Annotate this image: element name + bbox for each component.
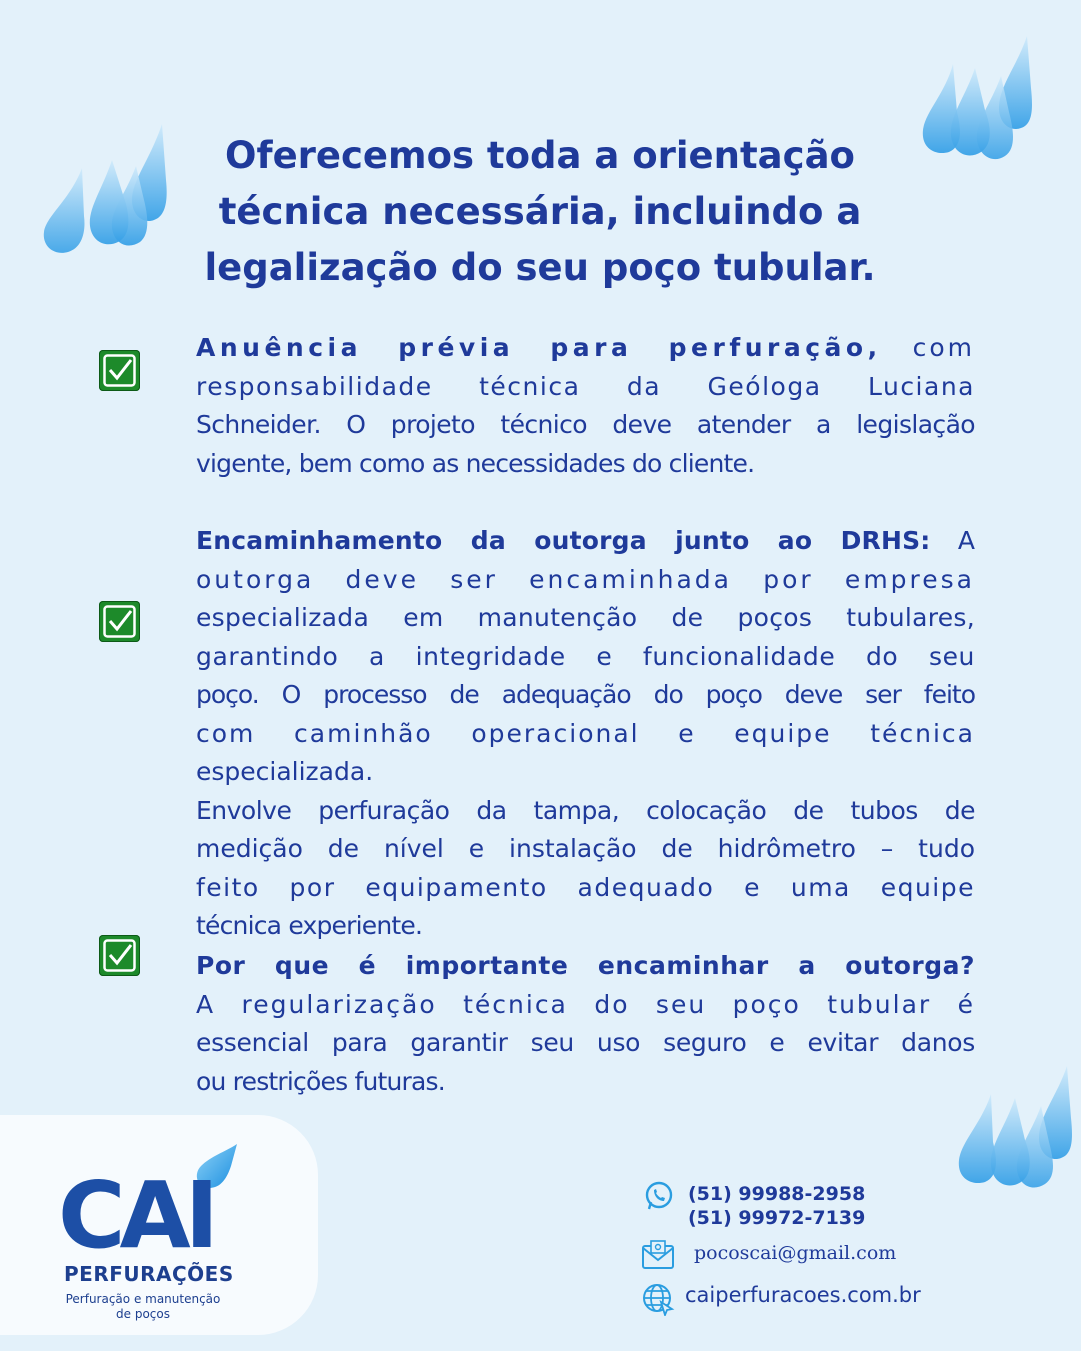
email-icon[interactable] — [641, 1240, 675, 1270]
item-1-text: com — [912, 333, 975, 362]
item-1-line-1 — [196, 329, 975, 368]
item-1-line-4: vigente, bem como as necessidades do cliente. — [196, 448, 755, 478]
logo-tagline-line-2: de poços — [116, 1307, 170, 1321]
item-3-heading: Por que é importante encaminhar a outorga? — [196, 951, 975, 980]
checkmark-icon — [99, 935, 140, 976]
phone-2[interactable]: (51) 99972-7139 — [688, 1207, 866, 1229]
item-2-line-8: Envolve perfuração da tampa, colocação de tubos de — [196, 795, 975, 825]
item-2-text: A — [957, 526, 975, 555]
item-2-line-3: especializada em manutenção de poços tubulares, — [196, 603, 975, 632]
item-1-line-2: responsabilidade técnica da Geóloga Luciana — [196, 371, 975, 401]
logo-name: PERFURAÇÕES — [64, 1262, 234, 1286]
logo-tagline — [45, 1292, 241, 1322]
item-2-line-4: garantindo a integridade e funcionalidade do seu — [196, 641, 975, 671]
headline-line-3: legalização do seu poço tubular. — [204, 246, 876, 289]
item-3-line-2: A regularização técnica do seu poço tubular é — [196, 989, 975, 1019]
item-2-line-10: feito por equipamento adequado e uma equipe — [196, 872, 975, 902]
item-importancia — [196, 947, 975, 1101]
website-link[interactable]: caiperfuracoes.com.br — [685, 1283, 921, 1307]
item-anuencia — [196, 329, 975, 483]
globe-icon[interactable] — [641, 1282, 675, 1316]
headline-line-2: técnica necessária, incluindo a — [218, 190, 862, 233]
item-3-line-3: essencial para garantir seu uso seguro e evitar danos — [196, 1028, 975, 1057]
item-2-line-7: especializada. — [196, 757, 374, 786]
item-2-heading: Encaminhamento da outorga junto ao DRHS: — [196, 526, 931, 555]
logo-mark: CAI — [58, 1162, 213, 1269]
whatsapp-icon[interactable] — [643, 1180, 675, 1212]
item-2-line-2: outorga deve ser encaminhada por empresa — [196, 564, 975, 594]
headline-line-1: Oferecemos toda a orientação — [225, 134, 855, 177]
phone-1[interactable]: (51) 99988-2958 — [688, 1183, 866, 1205]
item-1-heading: Anuência prévia para perfuração, — [196, 333, 882, 362]
item-2-line-5: poço. O processo de adequação do poço deve ser feito — [196, 680, 975, 709]
item-2-line-9: medição de nível e instalação de hidrômetro – tudo — [196, 834, 975, 863]
logo-tagline-line-1: Perfuração e manutenção — [65, 1292, 221, 1306]
item-2-line-1 — [196, 522, 975, 561]
item-2-line-11: técnica experiente. — [196, 911, 423, 940]
item-3-line-4: ou restrições futuras. — [196, 1066, 445, 1096]
email-address[interactable]: pocoscai@gmail.com — [694, 1242, 897, 1264]
headline — [150, 128, 930, 296]
item-2-line-6: com caminhão operacional e equipe técnica — [196, 718, 975, 748]
item-1-line-3: Schneider. O projeto técnico deve atender a legislação — [196, 410, 975, 439]
item-outorga — [196, 522, 975, 946]
checkmark-icon — [99, 601, 140, 642]
checkmark-icon — [99, 350, 140, 391]
